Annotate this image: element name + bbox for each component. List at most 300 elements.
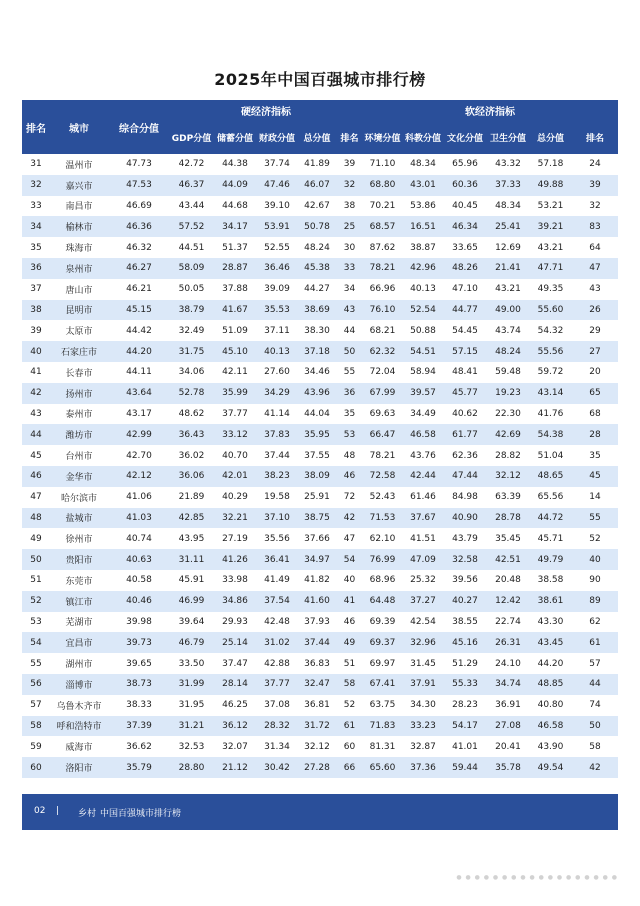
table-cell: 36 [22,258,50,279]
table-cell: 32.12 [297,736,337,757]
table-cell: 47 [572,258,618,279]
table-cell: 34 [22,216,50,237]
city-cell [50,612,108,633]
table-cell: 43 [337,300,362,321]
table-cell: 31.75 [170,341,213,362]
city-cell [50,736,108,757]
table-row [22,404,618,425]
table-cell: 32 [572,196,618,217]
city-name: 台州市 [65,452,93,463]
table-cell: 32.53 [170,736,213,757]
table-row [22,716,618,737]
table-cell: 72 [337,487,362,508]
table-cell: 52.55 [257,237,297,258]
table-cell: 42.99 [108,424,170,445]
city-cell [50,632,108,653]
table-cell: 62 [572,612,618,633]
table-cell: 43.17 [108,404,170,425]
table-cell: 40.29 [213,487,257,508]
table-cell: 35.99 [213,383,257,404]
table-cell: 42 [337,508,362,529]
table-cell: 35 [337,404,362,425]
table-cell: 34.17 [213,216,257,237]
table-cell: 54.45 [443,320,487,341]
table-cell: 51.09 [213,320,257,341]
table-cell: 37.39 [108,716,170,737]
table-cell: 40.90 [443,508,487,529]
city-cell [50,237,108,258]
city-name: 潍坊市 [65,431,93,442]
table-cell: 41.76 [529,404,572,425]
table-cell: 39 [22,320,50,341]
table-cell: 35.53 [257,300,297,321]
city-name: 唐山市 [65,285,93,296]
table-cell: 41.01 [443,736,487,757]
table-cell: 69.39 [362,612,403,633]
table-cell: 38 [337,196,362,217]
table-cell: 52 [337,695,362,716]
table-cell: 42 [22,383,50,404]
table-cell: 39.98 [108,612,170,633]
table-cell: 37.77 [257,674,297,695]
table-cell: 40.63 [108,549,170,570]
table-cell: 47.46 [257,175,297,196]
table-cell: 42.12 [108,466,170,487]
table-cell: 43.45 [529,632,572,653]
table-cell: 33 [337,258,362,279]
header-soft-col: 文化分值 [443,120,487,154]
table-cell: 43.64 [108,383,170,404]
city-name: 洛阳市 [65,764,93,774]
table-cell: 35.79 [108,757,170,778]
table-cell: 40 [572,549,618,570]
table-row [22,570,618,591]
table-cell: 41.60 [297,591,337,612]
table-cell: 37.11 [257,320,297,341]
table-cell: 37.44 [257,445,297,466]
city-name: 珠海市 [65,244,93,255]
table-cell: 28.32 [257,716,297,737]
table-cell: 42.48 [257,612,297,633]
city-cell [50,445,108,466]
table-cell: 43.95 [170,528,213,549]
table-cell: 43 [572,279,618,300]
table-cell: 44.68 [213,196,257,217]
table-cell: 50 [22,549,50,570]
table-cell: 76.99 [362,549,403,570]
table-cell: 46 [337,612,362,633]
table-cell: 47.44 [443,466,487,487]
table-cell: 40 [22,341,50,362]
table-cell: 32.58 [443,549,487,570]
table-cell: 21.41 [487,258,529,279]
table-cell: 44.20 [108,341,170,362]
city-name: 泉州市 [65,264,93,275]
table-row [22,237,618,258]
table-cell: 38.33 [108,695,170,716]
header-hard-col: 财政分值 [257,120,297,154]
table-cell: 12.42 [487,591,529,612]
city-cell [50,383,108,404]
table-cell: 46 [22,466,50,487]
table-cell: 32.21 [213,508,257,529]
table-cell: 37.67 [403,508,443,529]
table-cell: 39 [572,175,618,196]
table-cell: 32.07 [213,736,257,757]
table-cell: 34.86 [213,591,257,612]
table-cell: 46.69 [108,196,170,217]
city-cell [50,175,108,196]
table-cell: 31 [22,154,50,175]
table-cell: 30.42 [257,757,297,778]
table-header [22,100,618,154]
city-cell [50,757,108,778]
table-row [22,466,618,487]
city-cell [50,362,108,383]
table-cell: 24 [572,154,618,175]
table-cell: 41 [337,591,362,612]
table-cell: 39.64 [170,612,213,633]
table-cell: 36.43 [170,424,213,445]
table-cell: 41.49 [257,570,297,591]
table-cell: 68.96 [362,570,403,591]
city-cell [50,341,108,362]
table-cell: 54.38 [529,424,572,445]
header-city: 城市 [50,100,108,154]
table-cell: 22.74 [487,612,529,633]
table-cell: 76.10 [362,300,403,321]
city-name: 石家庄市 [60,348,97,359]
table-cell: 43.14 [529,383,572,404]
table-cell: 53 [22,612,50,633]
table-row [22,341,618,362]
table-cell: 38.61 [529,591,572,612]
table-cell: 46.99 [170,591,213,612]
table-cell: 44.38 [213,154,257,175]
table-cell: 36.41 [257,549,297,570]
ranking-sheet [22,60,618,778]
table-cell: 34.30 [403,695,443,716]
table-cell: 19.58 [257,487,297,508]
table-cell: 47.10 [443,279,487,300]
table-cell: 41.51 [403,528,443,549]
table-cell: 41.89 [297,154,337,175]
table-cell: 69.37 [362,632,403,653]
table-cell: 37.27 [403,591,443,612]
table-cell: 25 [337,216,362,237]
table-cell: 83 [572,216,618,237]
table-cell: 42.85 [170,508,213,529]
table-cell: 46.25 [213,695,257,716]
table-cell: 37.10 [257,508,297,529]
table-cell: 35.45 [487,528,529,549]
table-row [22,653,618,674]
table-cell: 42.11 [213,362,257,383]
table-cell: 51 [337,653,362,674]
table-cell: 29.93 [213,612,257,633]
city-name: 东莞市 [65,576,93,587]
table-cell: 46.37 [170,175,213,196]
table-cell: 65.96 [443,154,487,175]
table-cell: 39.10 [257,196,297,217]
table-cell: 50.05 [170,279,213,300]
table-cell: 21.89 [170,487,213,508]
city-name: 昆明市 [65,306,93,317]
header-soft-col: 环境分值 [362,120,403,154]
city-cell [50,154,108,175]
city-cell [50,258,108,279]
table-cell: 43.01 [403,175,443,196]
table-cell: 41.03 [108,508,170,529]
table-cell: 28.87 [213,258,257,279]
header-rank: 排名 [22,100,50,154]
table-cell: 39.21 [529,216,572,237]
table-cell: 46.32 [108,237,170,258]
table-cell: 48.26 [443,258,487,279]
table-cell: 37.74 [257,154,297,175]
table-row [22,279,618,300]
table-cell: 37.66 [297,528,337,549]
table-cell: 42.51 [487,549,529,570]
table-row [22,487,618,508]
table-cell: 32.49 [170,320,213,341]
table-cell: 53.91 [257,216,297,237]
table-cell: 32.96 [403,632,443,653]
table-cell: 36.83 [297,653,337,674]
table-row [22,612,618,633]
table-cell: 52 [572,528,618,549]
table-cell: 51 [22,570,50,591]
dots-indicator: ● ● ● ● ● ● ● ● ● ● ● ● ● ● ● ● ● ● [456,874,618,881]
table-cell: 67.99 [362,383,403,404]
table-cell: 59.48 [487,362,529,383]
table-cell: 35.78 [487,757,529,778]
table-cell: 45.15 [108,300,170,321]
table-cell: 55 [22,653,50,674]
table-row [22,695,618,716]
table-cell: 40.58 [108,570,170,591]
table-cell: 52.78 [170,383,213,404]
table-row [22,591,618,612]
table-cell: 72.58 [362,466,403,487]
header-hard-group: 硬经济指标 [170,100,362,120]
table-cell: 25.41 [487,216,529,237]
city-cell [50,570,108,591]
table-cell: 52 [22,591,50,612]
city-cell [50,653,108,674]
table-cell: 61 [572,632,618,653]
table-cell: 41 [22,362,50,383]
table-cell: 31.95 [170,695,213,716]
table-cell: 40 [337,570,362,591]
table-cell: 28 [572,424,618,445]
table-cell: 33.12 [213,424,257,445]
header-soft-col: 总分值 [529,120,572,154]
city-name: 扬州市 [65,389,93,400]
table-cell: 46.07 [297,175,337,196]
table-cell: 41.67 [213,300,257,321]
table-cell: 32.87 [403,736,443,757]
table-cell: 35 [572,445,618,466]
table-cell: 87.62 [362,237,403,258]
table-cell: 46.36 [108,216,170,237]
table-cell: 58 [572,736,618,757]
table-cell: 68 [572,404,618,425]
table-row [22,196,618,217]
table-cell: 65.60 [362,757,403,778]
table-cell: 43.76 [403,445,443,466]
table-cell: 31.34 [257,736,297,757]
table-cell: 37.83 [257,424,297,445]
table-cell: 36 [337,383,362,404]
table-cell: 20 [572,362,618,383]
table-cell: 54 [337,549,362,570]
table-cell: 33.65 [443,237,487,258]
table-cell: 55.60 [529,300,572,321]
table-cell: 37.55 [297,445,337,466]
table-cell: 40.45 [443,196,487,217]
table-cell: 61 [337,716,362,737]
table-cell: 43 [22,404,50,425]
table-cell: 38.23 [257,466,297,487]
table-cell: 42.44 [403,466,443,487]
table-cell: 38.73 [108,674,170,695]
table-cell: 57.18 [529,154,572,175]
table-row [22,549,618,570]
table-cell: 48 [22,508,50,529]
city-cell [50,528,108,549]
table-cell: 20.48 [487,570,529,591]
table-cell: 41.26 [213,549,257,570]
city-cell [50,320,108,341]
city-name: 淄博市 [65,680,93,691]
table-cell: 65.56 [529,487,572,508]
table-cell: 64.48 [362,591,403,612]
table-cell: 34.06 [170,362,213,383]
city-cell [50,549,108,570]
table-cell: 27.19 [213,528,257,549]
table-cell: 59.72 [529,362,572,383]
city-cell [50,695,108,716]
city-cell [50,466,108,487]
table-cell: 39.56 [443,570,487,591]
table-cell: 66.47 [362,424,403,445]
table-cell: 64 [572,237,618,258]
table-cell: 44.51 [170,237,213,258]
table-cell: 40.80 [529,695,572,716]
table-cell: 36.46 [257,258,297,279]
table-cell: 31.45 [403,653,443,674]
table-cell: 19.23 [487,383,529,404]
table-cell: 22.30 [487,404,529,425]
table-cell: 49.35 [529,279,572,300]
table-cell: 46.27 [108,258,170,279]
table-cell: 39 [337,154,362,175]
table-cell: 28.23 [443,695,487,716]
table-cell: 40.27 [443,591,487,612]
table-cell: 44.27 [297,279,337,300]
table-cell: 47 [22,487,50,508]
city-name: 乌鲁木齐市 [56,701,102,712]
table-cell: 37.44 [297,632,337,653]
table-row [22,154,618,175]
table-cell: 38.69 [297,300,337,321]
table-cell: 57 [22,695,50,716]
table-cell: 30 [337,237,362,258]
table-cell: 49.54 [529,757,572,778]
city-name: 湖州市 [65,660,93,671]
table-cell: 68.21 [362,320,403,341]
table-cell: 44.04 [297,404,337,425]
table-cell: 44.20 [529,653,572,674]
table-cell: 39.73 [108,632,170,653]
table-cell: 63.75 [362,695,403,716]
table-cell: 55.33 [443,674,487,695]
table-cell: 43.96 [297,383,337,404]
table-cell: 31.02 [257,632,297,653]
city-cell [50,404,108,425]
table-cell: 39.57 [403,383,443,404]
city-name: 芜湖市 [65,618,93,629]
table-cell: 45.77 [443,383,487,404]
table-cell: 44 [572,674,618,695]
table-cell: 43.74 [487,320,529,341]
table-cell: 45.16 [443,632,487,653]
table-cell: 20.41 [487,736,529,757]
table-cell: 45 [22,445,50,466]
table-cell: 33.50 [170,653,213,674]
city-cell [50,591,108,612]
table-cell: 47.71 [529,258,572,279]
city-name: 贵阳市 [65,556,93,567]
table-row [22,674,618,695]
header-hard-col: GDP分值 [170,120,213,154]
table-cell: 16.51 [403,216,443,237]
table-row [22,175,618,196]
table-cell: 41.14 [257,404,297,425]
city-cell [50,674,108,695]
table-cell: 55 [337,362,362,383]
table-cell: 53 [337,424,362,445]
table-cell: 78.21 [362,258,403,279]
table-cell: 45.91 [170,570,213,591]
table-cell: 36.81 [297,695,337,716]
city-name: 太原市 [65,327,93,338]
table-cell: 42.88 [257,653,297,674]
table-cell: 58.09 [170,258,213,279]
table-cell: 12.69 [487,237,529,258]
table-cell: 47.53 [108,175,170,196]
table-cell: 35.95 [297,424,337,445]
city-cell [50,508,108,529]
table-cell: 41.06 [108,487,170,508]
table-cell: 21.12 [213,757,257,778]
table-cell: 49.00 [487,300,529,321]
table-cell: 44.09 [213,175,257,196]
table-cell: 74 [572,695,618,716]
table-row [22,320,618,341]
table-cell: 37.54 [257,591,297,612]
city-name: 南昌市 [65,202,93,213]
city-name: 镇江市 [65,597,93,608]
table-cell: 49 [337,632,362,653]
table-cell: 61.46 [403,487,443,508]
table-cell: 58.94 [403,362,443,383]
table-cell: 36.12 [213,716,257,737]
table-cell: 58 [337,674,362,695]
table-cell: 42.72 [170,154,213,175]
table-cell: 34.97 [297,549,337,570]
